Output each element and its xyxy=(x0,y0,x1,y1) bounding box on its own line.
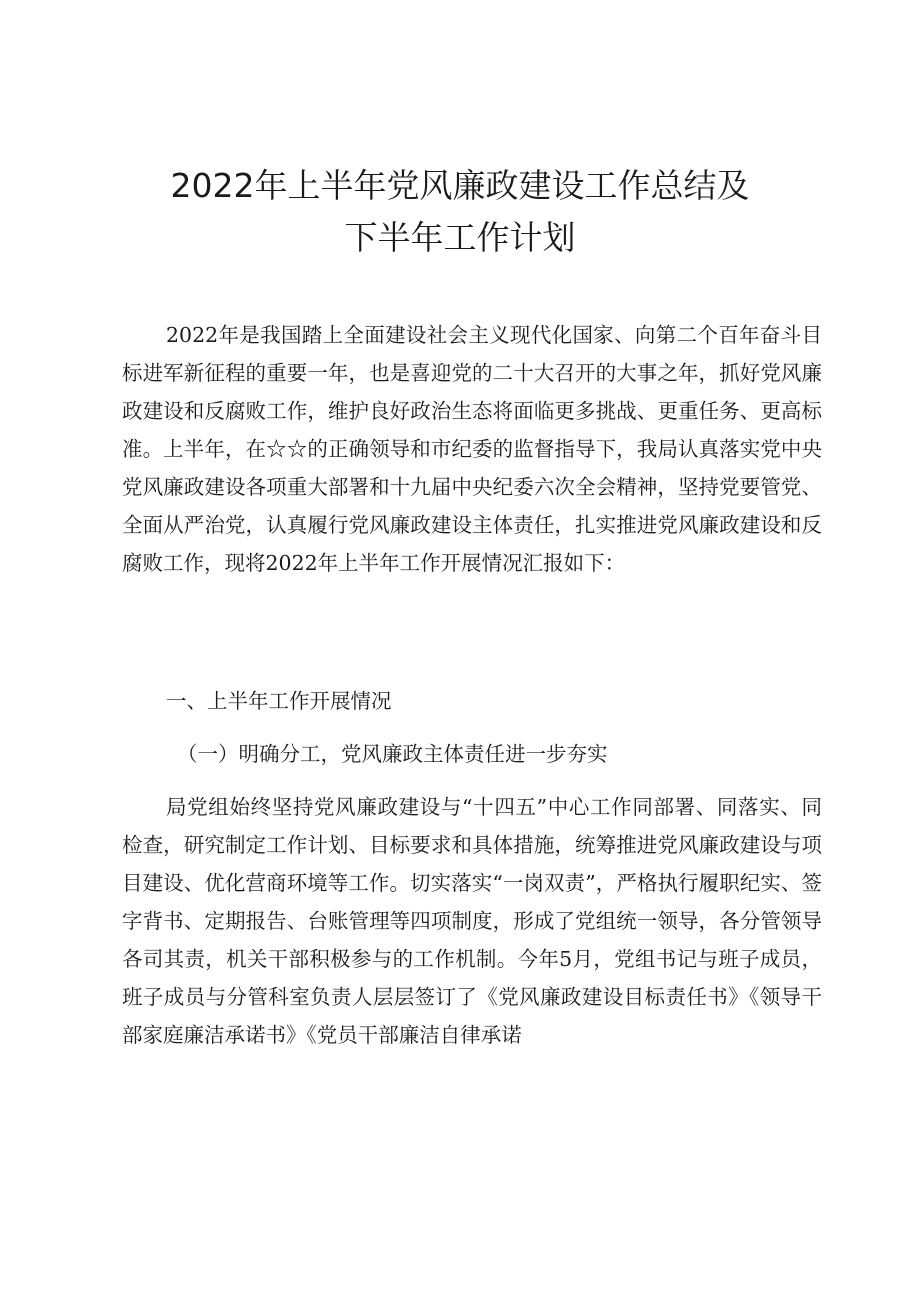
subsection-paragraph-1: 局党组始终坚持党风廉政建设与“十四五”中心工作同部署、同落实、同检查，研究制定工作计划、目标要求和具体措施，统筹推进党风廉政建设与项目建设、优化营商环境等工作。切实落实“一岗双责”，严格执行履职纪实、签字背书、定期报告、台账管理等四项制度，形成了党组统一领导，各分管领导各司其责，机关干部积极参与的工作机制。今年5月，党组书记与班子成员，班子成员与分管科室负责人层层签订了《党风廉政建设目标责任书》《领导干部家庭廉洁承诺书》《党员干部廉洁自律承诺 xyxy=(122,795,822,1047)
document-title-line-1: 2022年上半年党风廉政建设工作总结及 xyxy=(170,166,750,205)
subsection-heading-1: （一）明确分工，党风廉政主体责任进一步夯实 xyxy=(177,742,608,766)
intro-paragraph: 2022年是我国踏上全面建设社会主义现代化国家、向第二个百年奋斗目标进军新征程的重要一年，也是喜迎党的二十大召开的大事之年，抓好党风廉政建设和反腐败工作，维护良好政治生态将面临更多挑战、更重任务、更高标准。上半年，在☆☆的正确领导和市纪委的监督指导下，我局认真落实党中央党风廉政建设各项重大部署和十九届中央纪委六次全会精神，坚持党要管党、全面从严治党，认真履行党风廉政建设主体责任，扎实推进党风廉政建设和反腐败工作，现将2022年上半年工作开展情况汇报如下： xyxy=(122,323,822,575)
document-title-line-2: 下半年工作计划 xyxy=(344,218,576,257)
section-heading-1: 一、上半年工作开展情况 xyxy=(166,689,392,713)
